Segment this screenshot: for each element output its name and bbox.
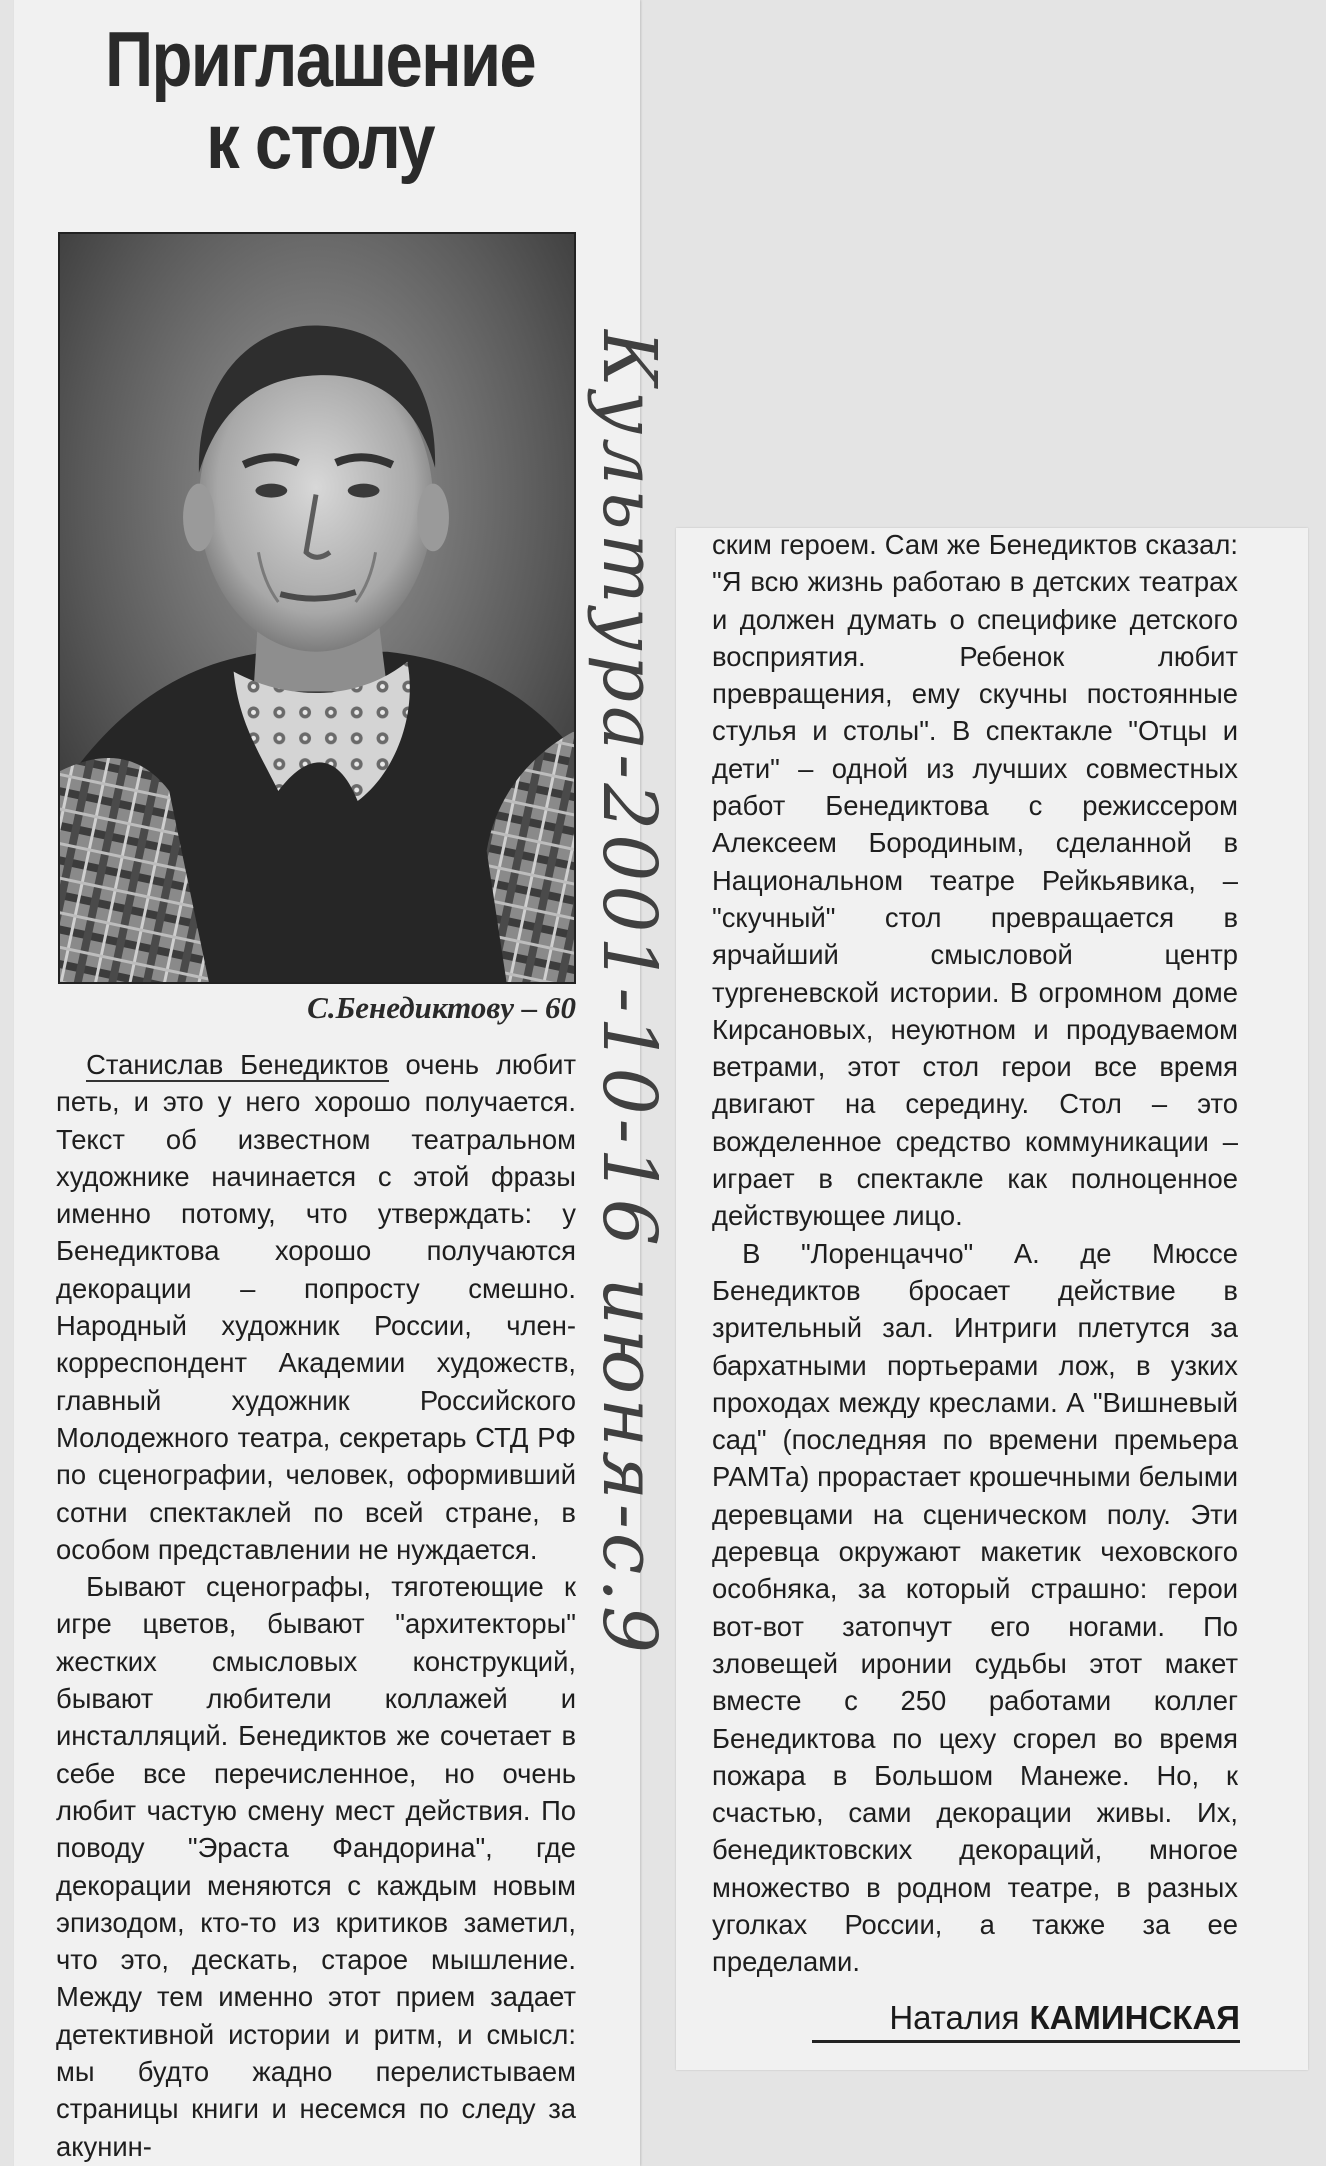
article-headline [40, 15, 600, 185]
author-byline [790, 1998, 1240, 2038]
column1-paragraph-1-text: очень любит петь, и это у него хорошо получается. Текст об известном театральном художнике начинается с этой фразы именно потому, что утверждать: у Бенедиктова хорошо получаются декорации – попросту смешно. Народный художник России, член-корреспондент Академии художеств, главный художник Российского Молодежного театра, секретарь СТД РФ по сценографии, человек, оформивший сотни спектаклей по всей стране, в особом представлении не нуждается. [56, 1049, 576, 1565]
lead-name: Станислав Бенедиктов [86, 1049, 389, 1080]
author-first-name: Наталия [889, 1999, 1020, 2036]
column1-paragraph-2: Бывают сценографы, тяготеющие к игре цветов, бывают "архитекторы" жестких смысловых конструкций, бывают любители коллажей и инсталляций. Бенедиктов же сочетает в себе все перечисленное, но очень любит частую смену мест действия. По поводу "Эраста Фандорина", где декорации меняются с каждым новым эпизодом, кто-то из критиков заметил, что это, дескать, старое мышление. Между тем именно этот прием задает детективной истории и ритм, и смысл: мы будто жадно перелистываем страницы книги и несемся по следу за акунин- [56, 1571, 576, 2162]
handwritten-note [586, 330, 680, 1790]
portrait-photo-image [60, 234, 574, 982]
byline-underline [812, 2040, 1240, 2043]
column1-paragraph-1 [56, 1046, 576, 1568]
portrait-photo [58, 232, 576, 984]
article-column-1 [56, 1046, 576, 2164]
headline-line-2: к столу [206, 97, 434, 185]
author-last-name: КАМИНСКАЯ [1029, 1999, 1240, 2036]
column2-paragraph-2: В "Лоренцаччо" А. де Мюссе Бенедиктов бросает действие в зрительный зал. Интриги плетутся за бархатными портьерами лож, в узких проходах между креслами. А "Вишневый сад" (последняя по времени премьера РАМТа) прорастает крошечными белыми деревцами на сценическом полу. Эти деревца окружают макетик чеховского особняка, за который страшно: герои вот-вот затопчут его ногами. По зловещей иронии судьбы этот макет вместе с 250 работами коллег Бенедиктова по цеху сгорел во время пожара в Большом Манеже. Но, к счастью, сами декорации живы. Их, бенедиктовских декораций, многое множество в родном театре, в разных уголках России, а также за ее пределами. [712, 1237, 1238, 1978]
headline-line-1: Приглашение [105, 15, 535, 103]
photo-caption: С.Бенедиктову – 60 [307, 990, 576, 1025]
handwritten-note-text: Культура-2001-10-16 июня-с.9 [586, 330, 672, 1657]
column2-paragraph-1: ским героем. Сам же Бенедиктов сказал: "Я всю жизнь работаю в детских театрах и должен думать о специфике детского восприятия. Ребенок любит превращения, ему скучны постоянные стулья и столы". В спектакле "Отцы и дети" – одной из лучших совместных работ Бенедиктова с режиссером Алексеем Бородиным, сделанной в Национальном театре Рейкьявика, – "скучный" стол превращается в ярчайший смысловой центр тургеневской истории. В огромном доме Кирсановых, неуютном и продуваемом ветрами, этот стол герои все время двигают на середину. Стол – это вожделенное средство коммуникации – играет в спектакле как полноценное действующее лицо. [712, 529, 1238, 1232]
article-column-2 [712, 526, 1238, 2000]
